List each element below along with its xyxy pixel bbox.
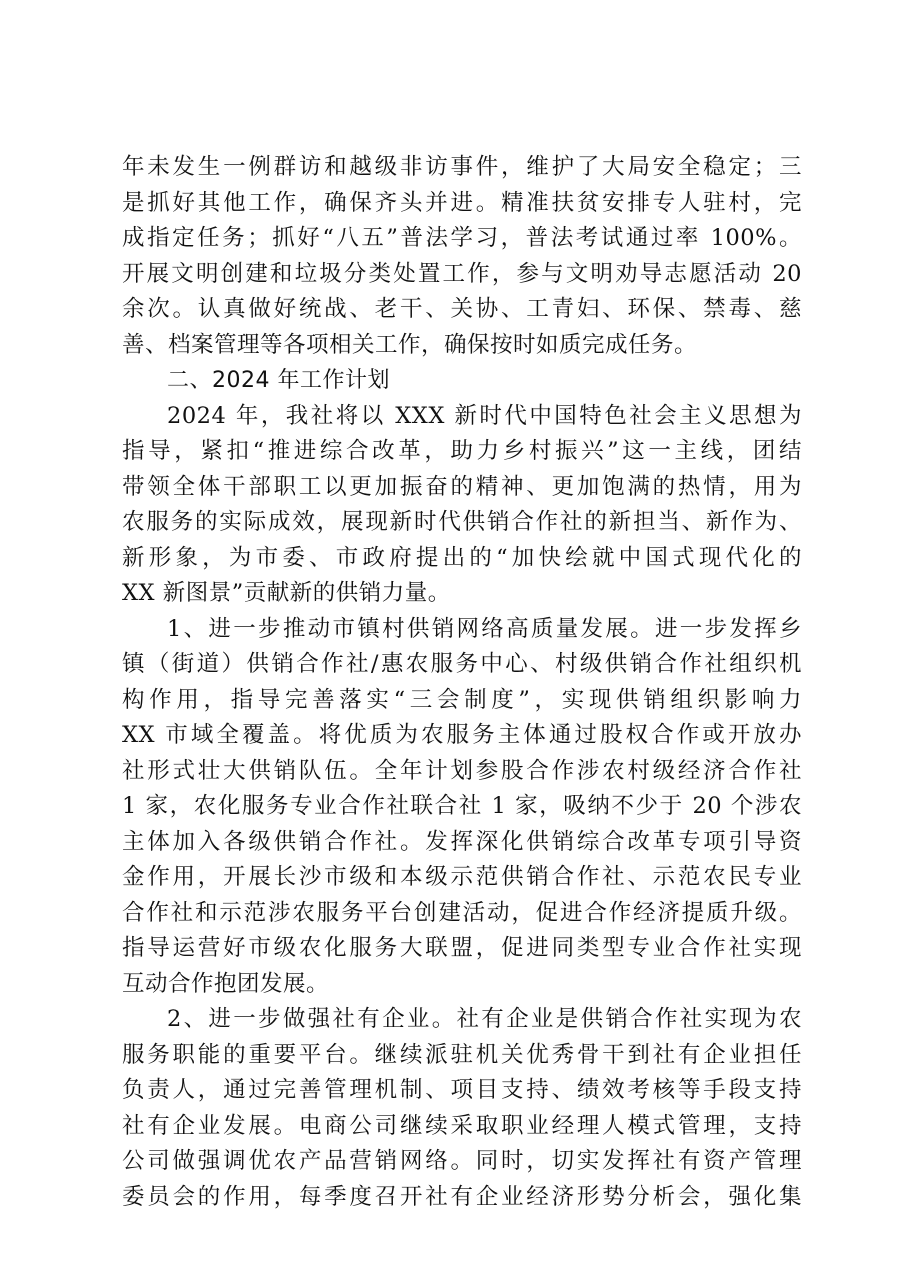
text-line: XX 市域全覆盖。将优质为农服务主体通过股权合作或开放办	[122, 722, 802, 748]
text-line: 农服务的实际成效，展现新时代供销合作社的新担当、新作为、	[122, 509, 802, 535]
text-line: 金作用，开展长沙市级和本级示范供销合作社、示范农民专业	[122, 864, 802, 890]
text-line: 成指定任务；抓好“八五”普法学习，普法考试通过率 100%。	[122, 225, 802, 251]
text-line: 2、进一步做强社有企业。社有企业是供销合作社实现为农	[167, 1006, 802, 1032]
text-line: 1 家，农化服务专业合作社联合社 1 家，吸纳不少于 20 个涉农	[122, 793, 802, 819]
text-line: 开展文明创建和垃圾分类处置工作，参与文明劝导志愿活动 20	[122, 260, 802, 287]
text-line: 委员会的作用，每季度召开社有企业经济形势分析会，强化集	[122, 1183, 802, 1210]
paragraph-plan-item-2	[122, 1002, 802, 1215]
paragraph-plan-intro	[122, 399, 802, 612]
text-line: 指导，紧扣“推进综合改革，助力乡村振兴”这一主线，团结	[122, 438, 802, 464]
text-line: 指导运营好市级农化服务大联盟，促进同类型专业合作社实现	[122, 935, 802, 961]
text-line: 善、档案管理等各项相关工作，确保按时如质完成任务。	[122, 331, 698, 358]
text-line: 互动合作抱团发展。	[122, 970, 330, 997]
text-line: 主体加入各级供销合作社。发挥深化供销综合改革专项引导资	[122, 828, 802, 855]
text-line: 余次。认真做好统战、老干、关协、工青妇、环保、禁毒、慈	[122, 296, 802, 322]
text-line: 1、进一步推动市镇村供销网络高质量发展。进一步发挥乡	[167, 615, 802, 642]
paragraph-plan-item-1	[122, 612, 802, 1003]
paragraph-work-summary	[122, 150, 802, 363]
text-line: 年未发生一例群访和越级非访事件，维护了大局安全稳定；三	[122, 154, 802, 180]
text-line: 2024 年，我社将以 XXX 新时代中国特色社会主义思想为	[167, 402, 802, 429]
text-line: 新形象，为市委、市政府提出的“加快绘就中国式现代化的	[122, 544, 802, 571]
text-line: 带领全体干部职工以更加振奋的精神、更加饱满的热情，用为	[122, 473, 802, 500]
section-heading: 二、2024 年工作计划	[167, 368, 390, 393]
text-line: 构作用，指导完善落实“三会制度”，实现供销组织影响力	[122, 686, 802, 713]
text-line: XX 新图景”贡献新的供销力量。	[122, 580, 451, 606]
text-line: 合作社和示范涉农服务平台创建活动，促进合作经济提质升级。	[122, 899, 802, 926]
document-body	[122, 150, 802, 1215]
text-line: 负责人，通过完善管理机制、项目支持、绩效考核等手段支持	[122, 1077, 802, 1103]
text-line: 公司做强调优农产品营销网络。同时，切实发挥社有资产管理	[122, 1148, 802, 1174]
text-line: 服务职能的重要平台。继续派驻机关优秀骨干到社有企业担任	[122, 1041, 802, 1068]
text-line: 是抓好其他工作，确保齐头并进。精准扶贫安排专人驻村，完	[122, 189, 802, 216]
text-line: 镇（街道）供销合作社/惠农服务中心、村级供销合作社组织机	[122, 651, 802, 677]
text-line: 社形式壮大供销队伍。全年计划参股合作涉农村级经济合作社	[122, 757, 802, 784]
text-line: 社有企业发展。电商公司继续采取职业经理人模式管理，支持	[122, 1112, 802, 1139]
